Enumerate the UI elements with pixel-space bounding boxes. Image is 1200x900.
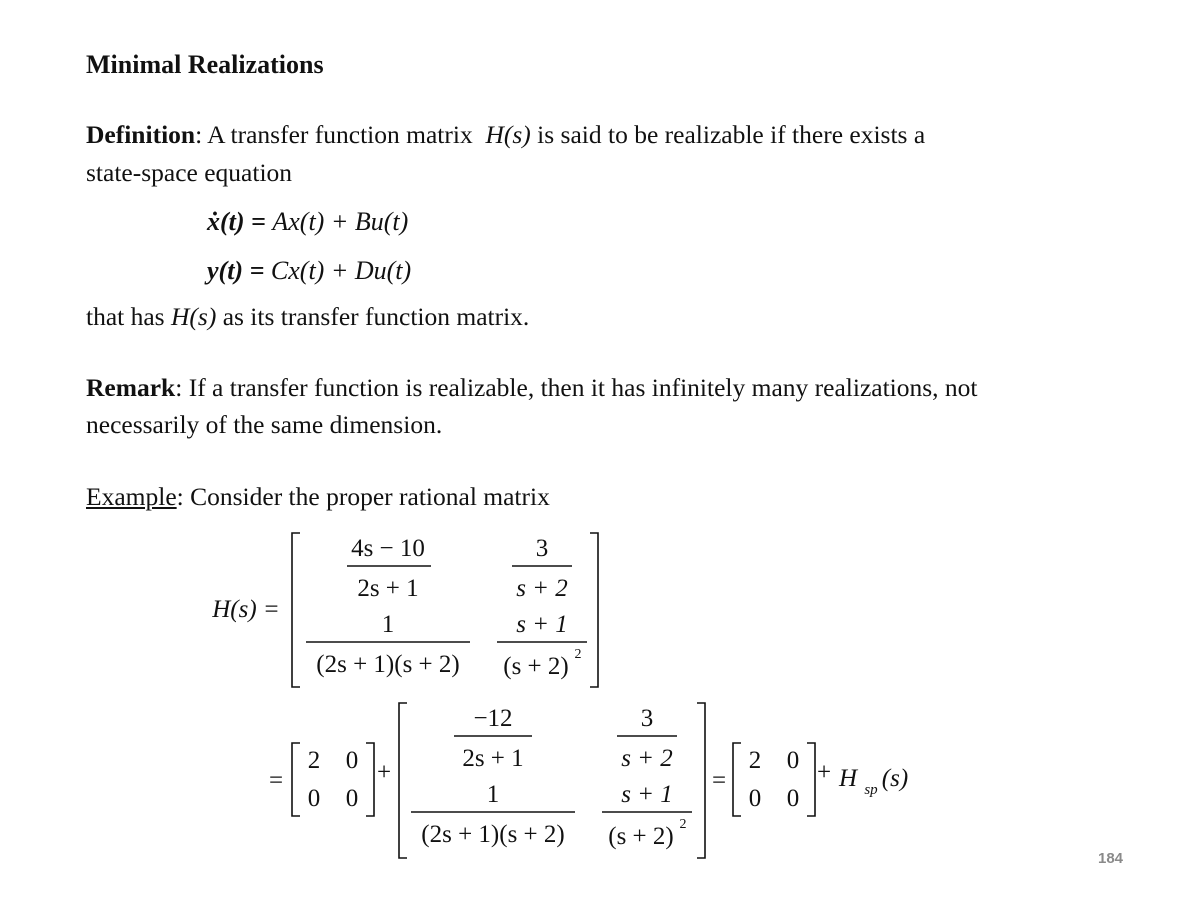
d-matrix-2-11: 2 (748, 747, 762, 774)
definition-colon: : (195, 120, 203, 149)
definition-text-4b: H(s) (170, 302, 217, 331)
hsp-subscript: sp (864, 782, 878, 798)
output-equation-lhs: y(t) = (207, 256, 271, 285)
example-colon: : (176, 482, 184, 511)
remark-text-1: If a transfer function is realizable, then it has infinitely many realizations, not (188, 373, 978, 402)
second-line-equals-2: = (711, 767, 727, 794)
slide-title: Minimal Realizations (86, 50, 324, 79)
s22-numerator: s + 1 (621, 781, 673, 808)
m11-numerator: 4s − 10 (351, 535, 425, 562)
m22-numerator: s + 1 (516, 611, 568, 638)
state-equation-rhs: Ax(t) + Bu(t) (272, 207, 409, 236)
plus-2: + (816, 759, 832, 786)
remark-label: Remark (86, 373, 176, 402)
definition-text-4c: as its transfer function matrix. (216, 302, 530, 331)
d-matrix-2-12: 0 (786, 747, 800, 774)
m21-numerator: 1 (381, 611, 395, 638)
s12-denominator: s + 2 (621, 745, 673, 772)
s21-denominator: (2s + 1)(s + 2) (421, 821, 565, 848)
hsp-argument: (s) (881, 765, 909, 792)
definition-hs: H(s) (485, 120, 531, 149)
example-text: Consider the proper rational matrix (190, 482, 550, 511)
sp-matrix-right-bracket (697, 703, 705, 858)
example-label: Example (86, 482, 177, 511)
hsp-symbol: H (838, 765, 858, 792)
d-matrix-2-21: 0 (748, 785, 762, 812)
s21-numerator: 1 (486, 781, 500, 808)
d-matrix-1-12: 0 (345, 747, 359, 774)
second-line-equals: = (268, 767, 284, 794)
s11-denominator: 2s + 1 (462, 745, 524, 772)
output-equation-rhs: Cx(t) + Du(t) (270, 256, 412, 285)
m11-denominator: 2s + 1 (357, 575, 419, 602)
remark-line-2: necessarily of the same dimension. (86, 410, 443, 439)
m12-numerator: 3 (535, 535, 549, 562)
page-number: 184 (1098, 850, 1124, 867)
d-matrix-1-11: 2 (307, 747, 321, 774)
d-matrix-2-right-bracket (807, 743, 815, 816)
m22-exponent: 2 (574, 647, 582, 662)
d-matrix-2-22: 0 (786, 785, 800, 812)
s22-exponent: 2 (679, 817, 687, 832)
s12-numerator: 3 (640, 705, 654, 732)
definition-line-2: state-space equation (86, 158, 293, 187)
s22-denominator: (s + 2) (608, 823, 674, 850)
s11-numerator: −12 (473, 705, 513, 732)
hs-label: H(s) = (212, 596, 280, 623)
hs-right-bracket (590, 533, 598, 687)
state-equation-lhs: ẋ(t) = (207, 207, 273, 236)
m21-denominator: (2s + 1)(s + 2) (316, 651, 460, 678)
d-matrix-1-22: 0 (345, 785, 359, 812)
hs-left-bracket (292, 533, 300, 687)
definition-text-2: is said to be realizable if there exists a (537, 120, 926, 149)
definition-text-4a: that has (86, 302, 171, 331)
d-matrix-1-21: 0 (307, 785, 321, 812)
definition-label: Definition (86, 120, 196, 149)
sp-matrix-left-bracket (399, 703, 407, 858)
plus-1: + (376, 759, 392, 786)
m22-denominator: (s + 2) (503, 653, 569, 680)
m12-denominator: s + 2 (516, 575, 568, 602)
remark-colon: : (175, 373, 183, 402)
d-matrix-2-left-bracket (733, 743, 741, 816)
d-matrix-1-left-bracket (292, 743, 300, 816)
d-matrix-1-right-bracket (366, 743, 374, 816)
definition-text-1: A transfer function matrix (207, 120, 473, 149)
